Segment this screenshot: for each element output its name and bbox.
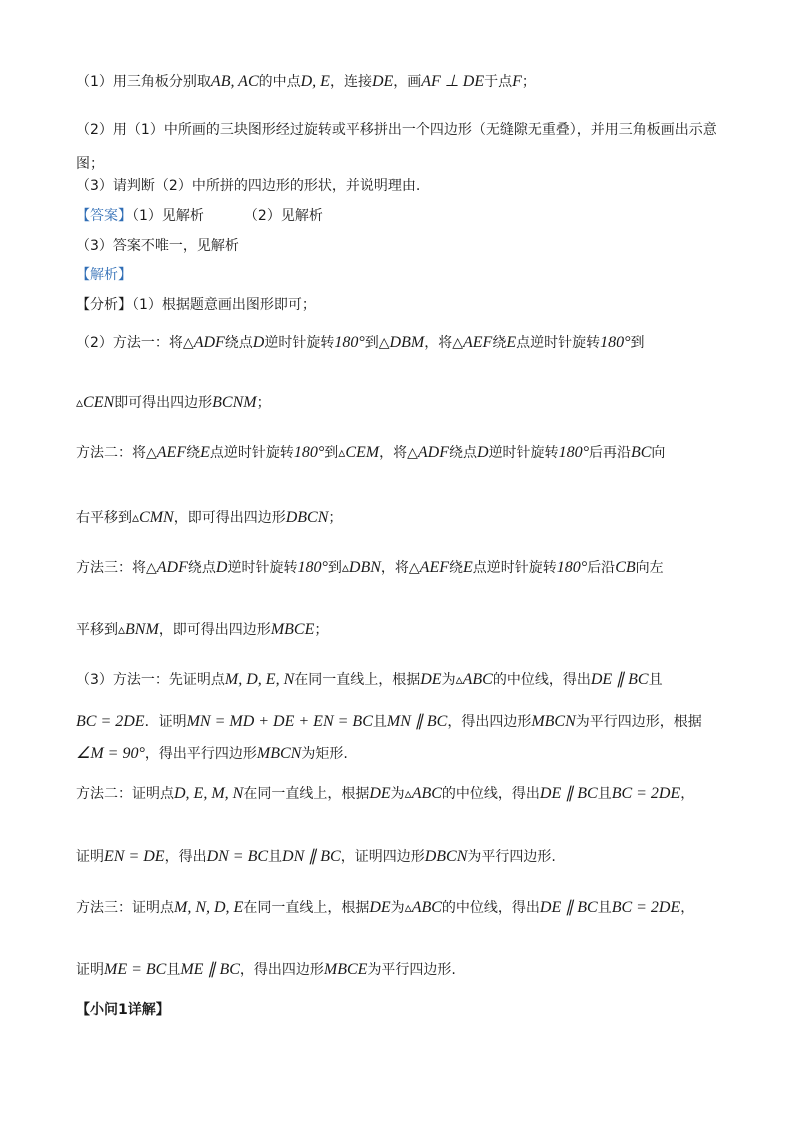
math-expression: AB, AC: [210, 73, 259, 90]
text-segment: ，: [680, 786, 695, 802]
text-segment: 绕点: [224, 335, 253, 351]
math-expression: DE: [369, 785, 391, 802]
text-segment: ，即可得出四边形: [158, 622, 271, 638]
math-expression: DBM: [389, 334, 425, 351]
math-expression: CEN: [83, 394, 115, 411]
math-expression: F: [512, 73, 522, 90]
text-segment: 证明: [76, 962, 104, 978]
text-segment: 证明: [76, 849, 104, 865]
text-segment: ，即可得出四边形: [173, 510, 286, 526]
math-expression: MBCE: [270, 621, 315, 638]
math-expression: D, E: [300, 73, 330, 90]
math-expression: AEF: [419, 559, 449, 576]
question-part-2: [76, 113, 724, 181]
text-segment: 绕点: [187, 560, 216, 576]
math-expression: E: [200, 444, 210, 461]
text-segment: 为平行四边形，根据: [575, 714, 702, 730]
part-3-method-3-line-1: [76, 898, 694, 918]
method-3-line-2: [76, 620, 328, 640]
text-segment: 为平行四边形.: [367, 962, 456, 978]
part-3-method-1-line-3: [76, 744, 348, 764]
text-segment: 的中位线，得出: [441, 786, 540, 802]
text-segment: 在同一直线上，根据: [294, 672, 421, 688]
text-segment: （3）答案不唯一，见解析: [76, 238, 239, 254]
math-expression: MBCN: [256, 745, 302, 762]
text-segment: ，得出四边形: [239, 962, 324, 978]
section-tag: 【解析】: [76, 267, 132, 283]
text-segment: ；: [328, 510, 343, 526]
math-expression: BC = 2DE: [76, 713, 145, 730]
text-segment: （3）方法一：先证明点: [76, 672, 225, 688]
text-segment: 绕: [186, 445, 201, 461]
text-segment: 且: [597, 786, 612, 802]
answer-part-3: [76, 236, 239, 256]
part-3-method-2-line-1: [76, 784, 694, 804]
math-expression: E: [506, 334, 517, 351]
math-expression: MBCE: [323, 961, 368, 978]
answer-line: [76, 206, 323, 226]
math-expression: D: [477, 444, 489, 461]
text-segment: 方法三：证明点: [76, 900, 174, 916]
text-segment: ；: [521, 74, 536, 90]
method-3-line-1: [76, 558, 664, 578]
text-segment: 绕点: [449, 445, 477, 461]
text-segment: ，: [680, 900, 695, 916]
math-expression: DE ∥ BC: [590, 671, 649, 688]
math-expression: 180°: [558, 444, 589, 461]
text-segment: 到▵: [324, 445, 346, 461]
text-segment: 方法二：将△: [76, 445, 157, 461]
math-expression: MN = MD + DE + EN = BC: [186, 713, 373, 730]
text-segment: 为▵: [390, 900, 412, 916]
math-expression: BC = 2DE: [611, 899, 681, 916]
math-expression: DBN: [348, 559, 381, 576]
math-expression: D, E, M, N: [174, 785, 244, 802]
math-expression: BC: [630, 444, 652, 461]
text-segment: 的中位线，得出: [492, 672, 591, 688]
math-expression: AF ⊥ DE: [421, 73, 485, 90]
text-segment: 逆时针旋转: [227, 560, 298, 576]
text-segment: 绕: [449, 560, 463, 576]
text-segment: 在同一直线上，根据: [243, 786, 370, 802]
text-segment: 点逆时针旋转: [472, 560, 557, 576]
text-segment: 且: [166, 962, 181, 978]
part-3-method-1-line-1: [76, 670, 663, 690]
text-segment: 【分析】（1）根据题意画出图形即可；: [76, 297, 316, 313]
math-expression: ADF: [417, 444, 449, 461]
math-expression: DBCN: [285, 509, 329, 526]
text-segment: ，得出四边形: [447, 714, 532, 730]
analysis-heading: [76, 265, 132, 285]
math-expression: CMN: [139, 509, 174, 526]
math-expression: DE: [371, 73, 394, 90]
method-2-line-1: [76, 443, 665, 463]
text-segment: 逆时针旋转: [488, 445, 559, 461]
math-expression: DE ∥ BC: [539, 899, 598, 916]
text-segment: （2）方法一：将△: [76, 335, 194, 351]
math-expression: 180°: [556, 559, 588, 576]
math-expression: EN = DE: [104, 848, 165, 865]
method-1-line-1: [76, 333, 645, 353]
text-segment: ．证明: [144, 714, 187, 730]
math-expression: AEF: [462, 334, 493, 351]
text-segment: 绕: [492, 335, 507, 351]
text-segment: ▵: [76, 395, 84, 411]
math-expression: ABC: [411, 899, 442, 916]
text-segment: （3）请判断（2）中所拼的四边形的形状，并说明理由.: [76, 178, 421, 194]
math-expression: MBCN: [531, 713, 576, 730]
text-segment: 到: [630, 335, 645, 351]
math-expression: ∠M = 90°: [76, 745, 145, 762]
text-segment: 且: [648, 672, 663, 688]
math-expression: 180°: [334, 334, 365, 351]
text-segment: ，将△: [379, 445, 418, 461]
text-segment: 为▵: [441, 672, 463, 688]
text-segment: 在同一直线上，根据: [243, 900, 370, 916]
text-segment: （2）用（1）中所画的三块图形经过旋转或平移拼出一个四边形（无缝隙无重叠），并用三角板画出示意图；: [76, 122, 717, 172]
section-heading: 【小问1详解】: [76, 1002, 170, 1018]
math-expression: ADF: [193, 334, 225, 351]
text-segment: 方法二：证明点: [76, 786, 174, 802]
math-expression: MN ∥ BC: [386, 713, 448, 730]
part-3-method-2-line-2: [76, 847, 556, 867]
text-segment: 平移到▵: [76, 622, 126, 638]
text-segment: 且: [372, 714, 387, 730]
text-segment: 为平行四边形.: [467, 849, 556, 865]
text-segment: （2）见解析: [243, 208, 323, 224]
text-segment: 后再沿: [588, 445, 631, 461]
text-segment: ，将△: [380, 560, 420, 576]
math-expression: ABC: [462, 671, 493, 688]
part-3-method-1-line-2: [76, 712, 702, 732]
part-3-method-3-line-2: [76, 960, 456, 980]
sub-question-1-heading: [76, 1000, 170, 1020]
math-expression: ADF: [156, 559, 188, 576]
text-segment: 于点: [484, 74, 513, 90]
text-segment: 的中位线，得出: [441, 900, 540, 916]
analysis-part-1: [76, 295, 316, 315]
text-segment: 右平移到▵: [76, 510, 140, 526]
math-expression: 180°: [297, 559, 328, 576]
math-expression: DN = BC: [206, 848, 269, 865]
math-expression: E: [463, 559, 473, 576]
text-segment: 的中点: [258, 74, 301, 90]
text-segment: 到△: [364, 335, 390, 351]
text-segment: ，将△: [424, 335, 463, 351]
question-part-3: [76, 176, 420, 196]
math-expression: M, D, E, N: [224, 671, 295, 688]
math-expression: ME ∥ BC: [180, 961, 240, 978]
math-expression: 180°: [293, 444, 325, 461]
text-segment: 且: [268, 849, 283, 865]
text-segment: ，得出平行四边形: [144, 746, 257, 762]
method-2-line-2: [76, 508, 342, 528]
text-segment: 向: [651, 445, 666, 461]
text-segment: ，得出: [164, 849, 207, 865]
method-1-line-2: [76, 393, 271, 413]
math-expression: AEF: [156, 444, 187, 461]
math-expression: CB: [615, 559, 636, 576]
math-expression: BNM: [125, 621, 159, 638]
text-segment: 逆时针旋转: [264, 335, 335, 351]
text-segment: ，画: [393, 74, 422, 90]
text-segment: 即可得出四边形: [114, 395, 213, 411]
text-segment: 点逆时针旋转: [516, 335, 601, 351]
math-expression: CEM: [345, 444, 380, 461]
math-expression: ABC: [411, 785, 442, 802]
text-segment: ，连接: [329, 74, 372, 90]
text-segment: 为矩形.: [301, 746, 348, 762]
text-segment: 且: [597, 900, 612, 916]
math-expression: M, N, D, E: [174, 899, 244, 916]
math-expression: DE: [420, 671, 442, 688]
math-expression: DBCN: [424, 848, 468, 865]
math-expression: DE: [369, 899, 391, 916]
text-segment: 方法三：将△: [76, 560, 157, 576]
question-part-1: [76, 72, 536, 92]
text-segment: （1）用三角板分别取: [76, 74, 211, 90]
math-expression: D: [215, 559, 228, 576]
text-segment: 向左: [635, 560, 664, 576]
text-segment: 到▵: [327, 560, 349, 576]
section-tag: 【答案】: [76, 208, 132, 224]
math-expression: DE ∥ BC: [539, 785, 598, 802]
text-segment: ；: [314, 622, 329, 638]
text-segment: ；: [256, 395, 271, 411]
text-segment: （1）见解析: [132, 208, 204, 224]
text-segment: 后沿: [587, 560, 616, 576]
math-expression: BC = 2DE: [611, 785, 681, 802]
text-segment: 点逆时针旋转: [209, 445, 294, 461]
text-segment: 为▵: [390, 786, 412, 802]
math-expression: BCNM: [212, 394, 257, 411]
math-expression: DN ∥ BC: [282, 848, 341, 865]
math-expression: ME = BC: [104, 961, 167, 978]
math-expression: 180°: [600, 334, 631, 351]
math-expression: D: [252, 334, 265, 351]
text-segment: ，证明四边形: [340, 849, 425, 865]
